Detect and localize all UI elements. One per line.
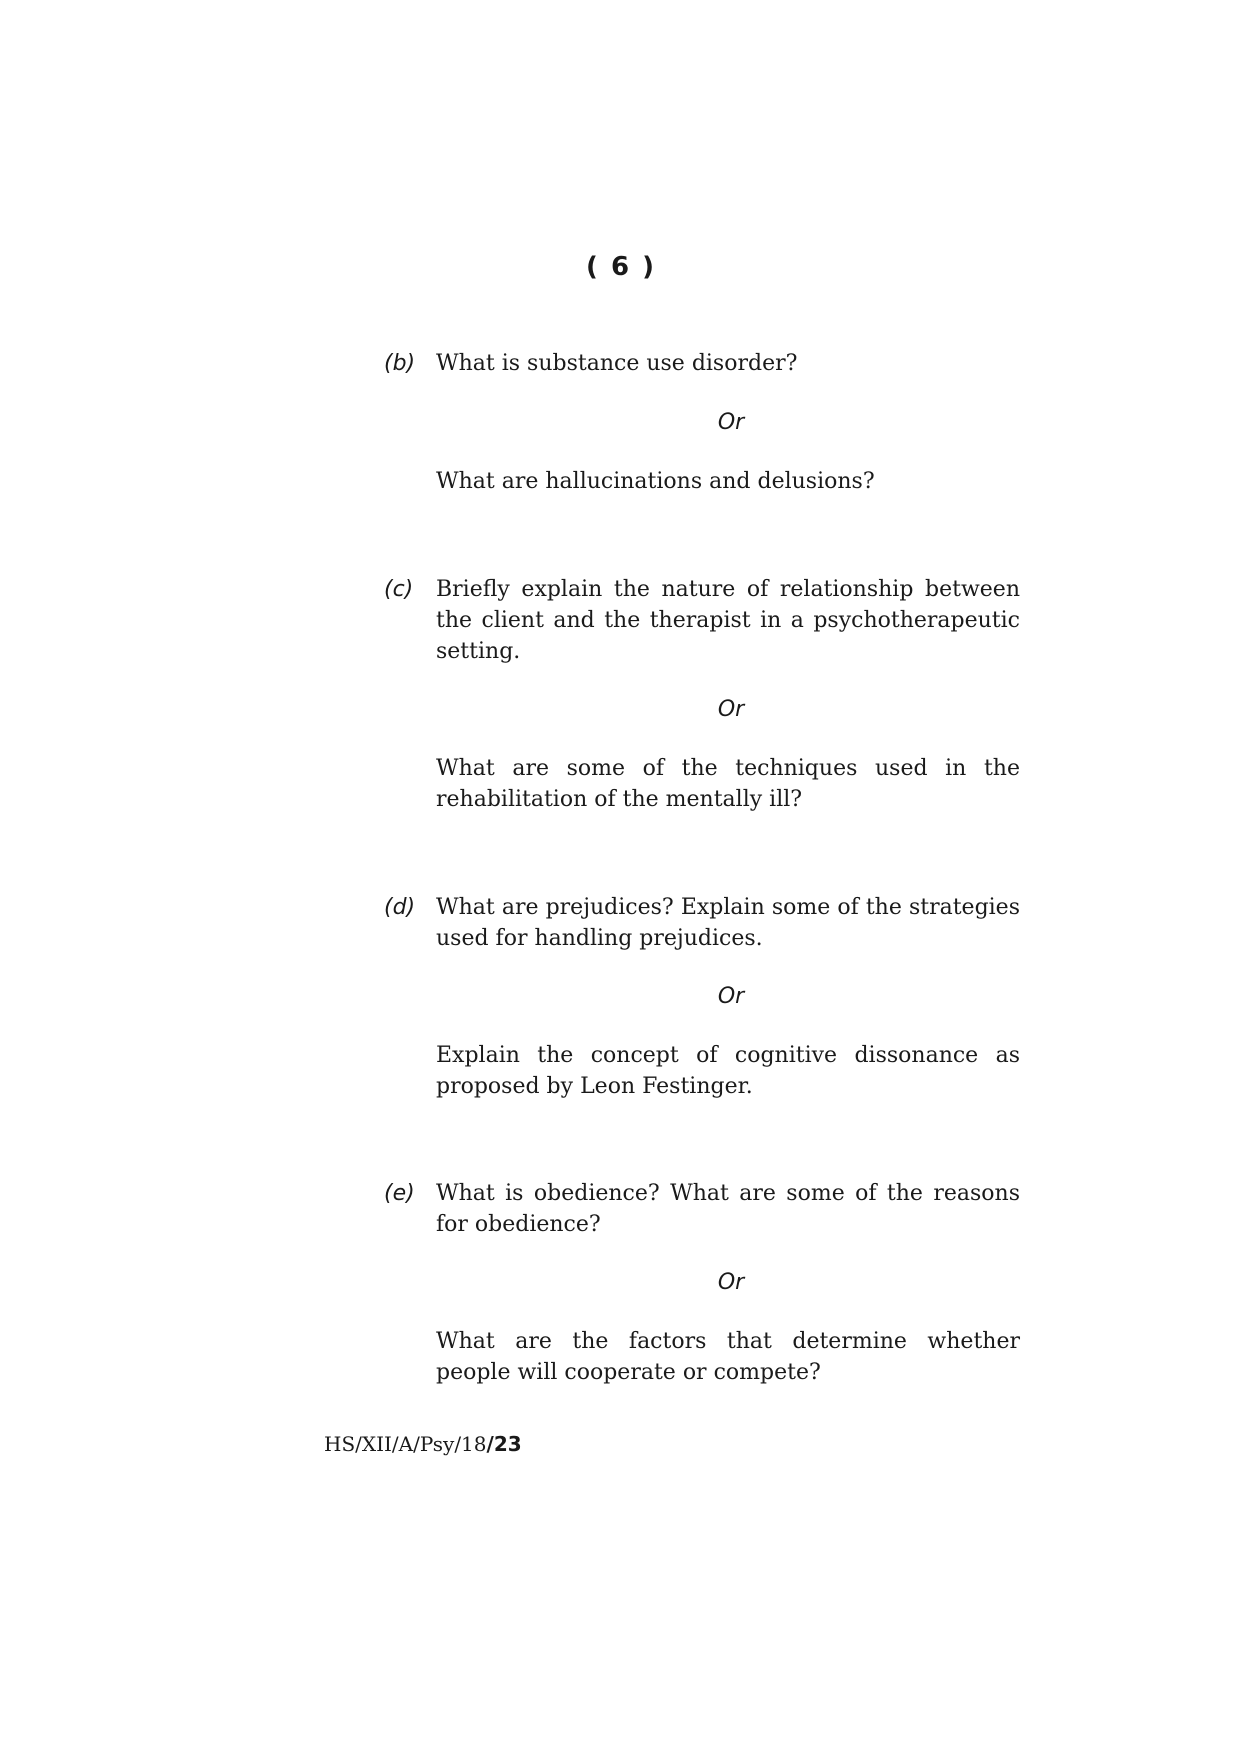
alternative-question-text: What are hallucinations and delusions?: [436, 469, 875, 494]
or-separator: Or: [717, 697, 745, 722]
question-text: What are prejudices? Explain some of the strategies used for handling prejudices.: [436, 895, 1020, 951]
question-label: (b): [384, 351, 416, 376]
alternative-question-text: What are some of the techniques used in the rehabilitation of the mentally ill?: [436, 756, 1020, 812]
question-d: [384, 892, 1034, 1112]
question-label: (e): [384, 1181, 415, 1206]
question-e: [384, 1178, 1034, 1398]
question-b: [384, 348, 1034, 498]
question-label: (d): [384, 895, 416, 920]
or-separator: Or: [717, 984, 745, 1009]
paper-code-suffix: /23: [486, 1432, 522, 1456]
question-label: (c): [384, 577, 414, 602]
page-number: ( 6 ): [586, 252, 656, 282]
question-text: Briefly explain the nature of relationship between the client and the therapist in a psychotherapeutic setting.: [436, 577, 1020, 664]
question-text: What is obedience? What are some of the reasons for obedience?: [436, 1181, 1020, 1237]
or-separator: Or: [717, 1270, 745, 1295]
paper-code: [324, 1432, 522, 1456]
alternative-question-text: What are the factors that determine whether people will cooperate or compete?: [436, 1329, 1020, 1385]
or-separator: Or: [717, 410, 745, 435]
question-c: [384, 574, 1034, 824]
question-text: What is substance use disorder?: [436, 351, 798, 376]
alternative-question-text: Explain the concept of cognitive dissonance as proposed by Leon Festinger.: [436, 1043, 1020, 1099]
paper-code-prefix: HS/XII/A/Psy/18: [324, 1432, 487, 1456]
